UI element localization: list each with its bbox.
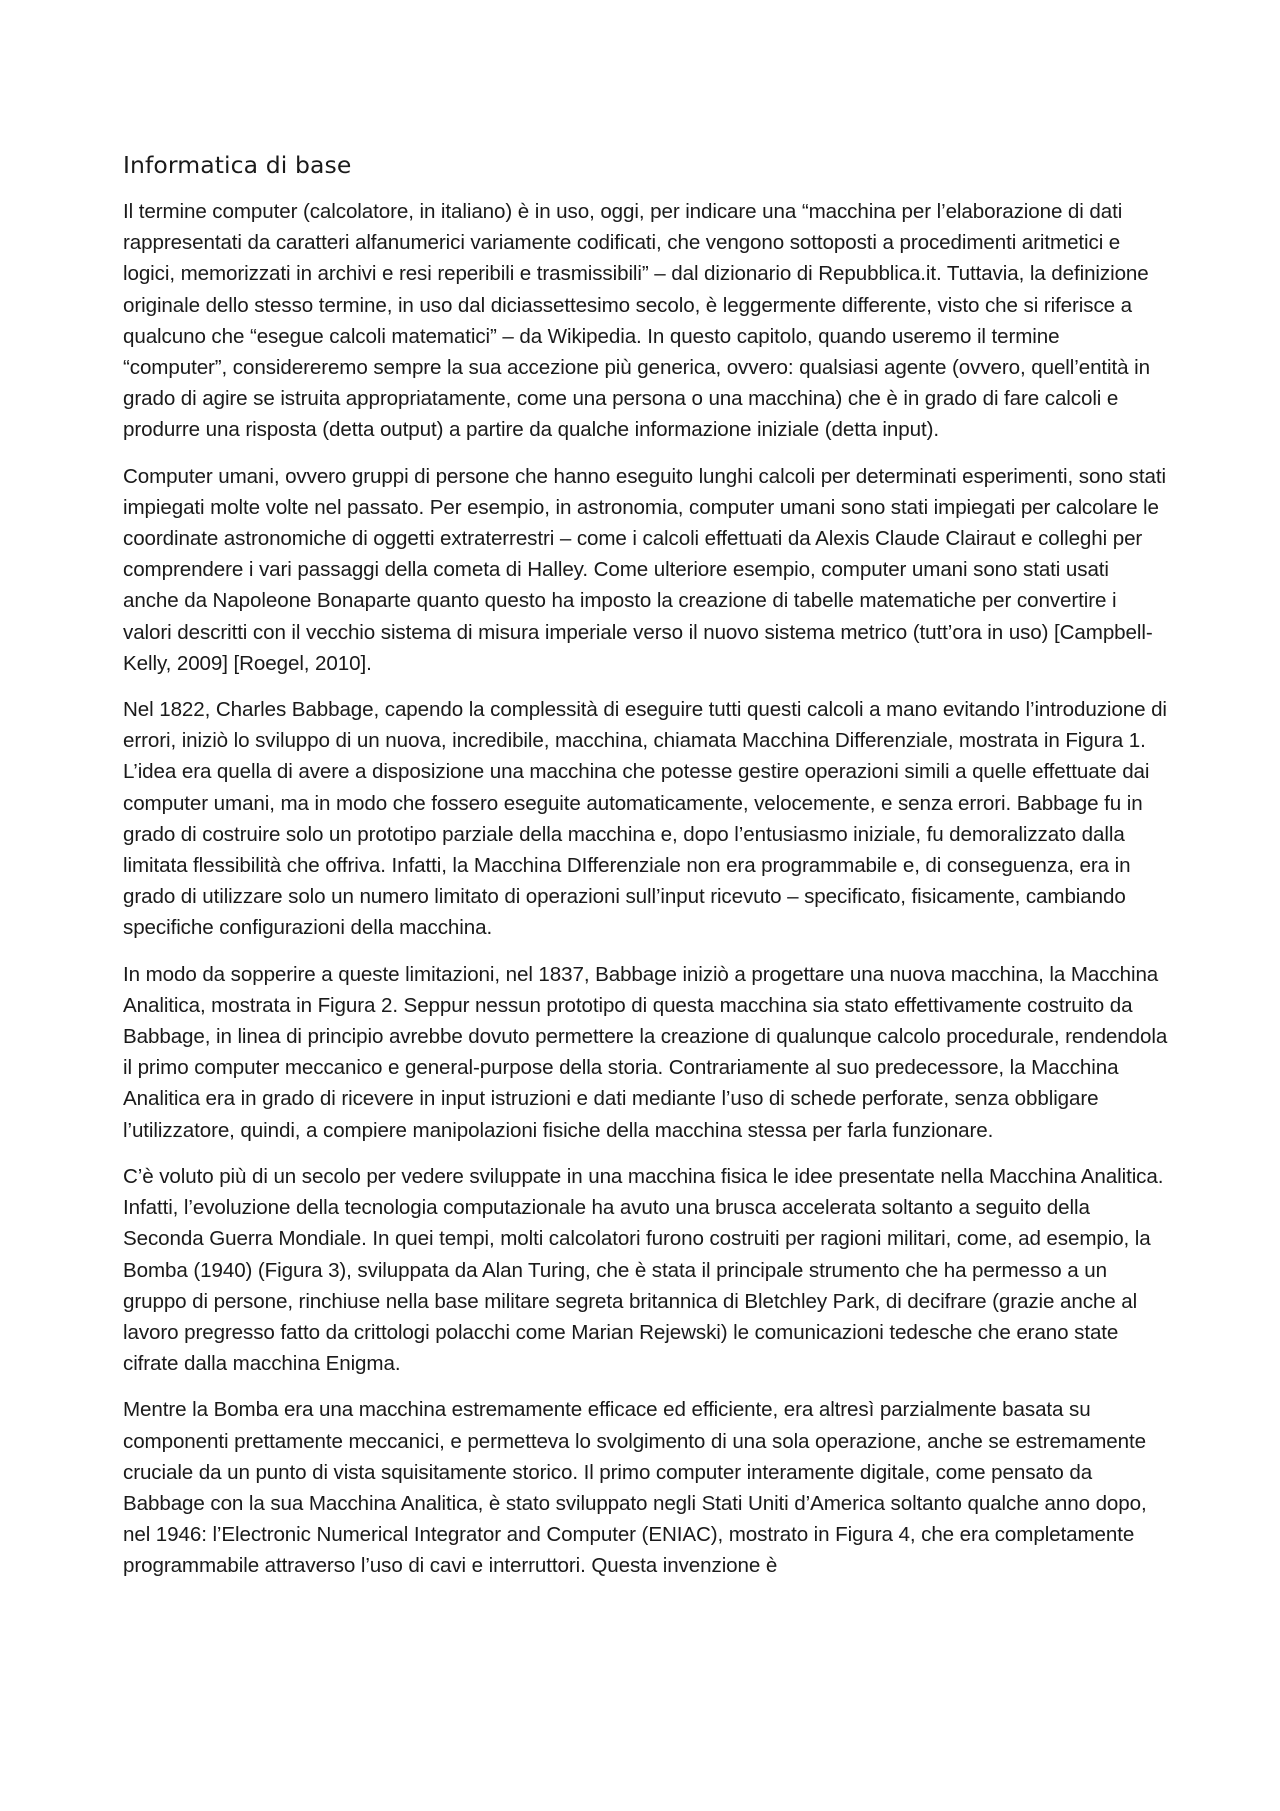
paragraph-human-computers: Computer umani, ovvero gruppi di persone che hanno eseguito lunghi calcoli per determinati esperimenti, sono stati impiegati molte volte nel passato. Per esempio, in astronomia, computer umani sono stati impiegati per calcolare le coordinate astronomiche di oggetti extraterrestri – come i calcoli effettuati da Alexis Claude Clairaut e colleghi per comprendere i vari passaggi della cometa di Halley. Come ulteriore esempio, computer umani sono stati usati anche da Napoleone Bonaparte quanto questo ha imposto la creazione di tabelle matematiche per convertire i valori descritti con il vecchio sistema di misura imperiale verso il nuovo sistema metrico (tutt’ora in uso) [Campbell-Kelly, 2009] [Roegel, 2010]. <box>123 464 1166 675</box>
document-title: Informatica di base <box>123 151 352 179</box>
paragraph-difference-engine: Nel 1822, Charles Babbage, capendo la complessità di eseguire tutti questi calcoli a mano evitando l’introduzione di errori, iniziò lo sviluppo di un nuova, incredibile, macchina, chiamata Macchina Differenziale, mostrata in Figura 1. L’idea era quella di avere a disposizione una macchina che potesse gestire operazioni simili a quelle effettuate dai computer umani, ma in modo che fossero eseguite automaticamente, velocemente, e senza errori. Babbage fu in grado di costruire solo un prototipo parziale della macchina e, dopo l’entusiasmo iniziale, fu demoralizzato dalla limitata flessibilità che offriva. Infatti, la Macchina DIfferenziale non era programmabile e, di conseguenza, era in grado di utilizzare solo un numero limitato di operazioni sull’input ricevuto – specificato, fisicamente, cambiando specifiche configurazioni della macchina. <box>123 698 1167 940</box>
document-body <box>123 148 1168 1597</box>
paragraph-definition: Il termine computer (calcolatore, in italiano) è in uso, oggi, per indicare una “macchina per l’elaborazione di dati rappresentati da caratteri alfanumerici variamente codificati, che vengono sottoposti a procedimenti aritmetici e logici, memorizzati in archivi e resi reperibili e trasmissibili” – dal dizionario di Repubblica.it. Tuttavia, la definizione originale dello stesso termine, in uso dal diciassettesimo secolo, è leggermente differente, visto che si riferisce a qualcuno che “esegue calcoli matematici” – da Wikipedia. In questo capitolo, quando useremo il termine “computer”, considereremo sempre la sua accezione più generica, ovvero: qualsiasi agente (ovvero, quell’entità in grado di agire se istruita appropriatamente, come una persona o una macchina) che è in grado di fare calcoli e produrre una risposta (detta output) a partire da qualche informazione iniziale (detta input). <box>123 200 1150 442</box>
paragraph-bombe: C’è voluto più di un secolo per vedere sviluppate in una macchina fisica le idee presentate nella Macchina Analitica. Infatti, l’evoluzione della tecnologia computazionale ha avuto una brusca accelerata soltanto a seguito della Seconda Guerra Mondiale. In quei tempi, molti calcolatori furono costruiti per ragioni militari, come, ad esempio, la Bomba (1940) (Figura 3), sviluppata da Alan Turing, che è stata il principale strumento che ha permesso a un gruppo di persone, rinchiuse nella base militare segreta britannica di Bletchley Park, di decifrare (grazie anche al lavoro pregresso fatto da crittologi polacchi come Marian Rejewski) le comunicazioni tedesche che erano state cifrate dalla macchina Enigma. <box>123 1164 1164 1376</box>
paragraph-eniac: Mentre la Bomba era una macchina estremamente efficace ed efficiente, era altresì parzialmente basata su componenti prettamente meccanici, e permetteva lo svolgimento di una sola operazione, anche se estremamente cruciale da un punto di vista squisitamente storico. Il primo computer interamente digitale, come pensato da Babbage con la sua Macchina Analitica, è stato sviluppato negli Stati Uniti d’America soltanto qualche anno dopo, nel 1946: l’Electronic Numerical Integrator and Computer (ENIAC), mostrato in Figura 4, che era completamente programmabile attraverso l’uso di cavi e interruttori. Questa invenzione è <box>123 1398 1147 1578</box>
paragraph-analytical-engine: In modo da sopperire a queste limitazioni, nel 1837, Babbage iniziò a progettare una nuova macchina, la Macchina Analitica, mostrata in Figura 2. Seppur nessun prototipo di questa macchina sia stato effettivamente costruito da Babbage, in linea di principio avrebbe dovuto permettere la creazione di qualunque calcolo procedurale, rendendola il primo computer meccanico e general-purpose della storia. Contrariamente al suo predecessore, la Macchina Analitica era in grado di ricevere in input istruzioni e dati mediante l’uso di schede perforate, senza obbligare l’utilizzatore, quindi, a compiere manipolazioni fisiche della macchina stessa per farla funzionare. <box>123 962 1168 1142</box>
